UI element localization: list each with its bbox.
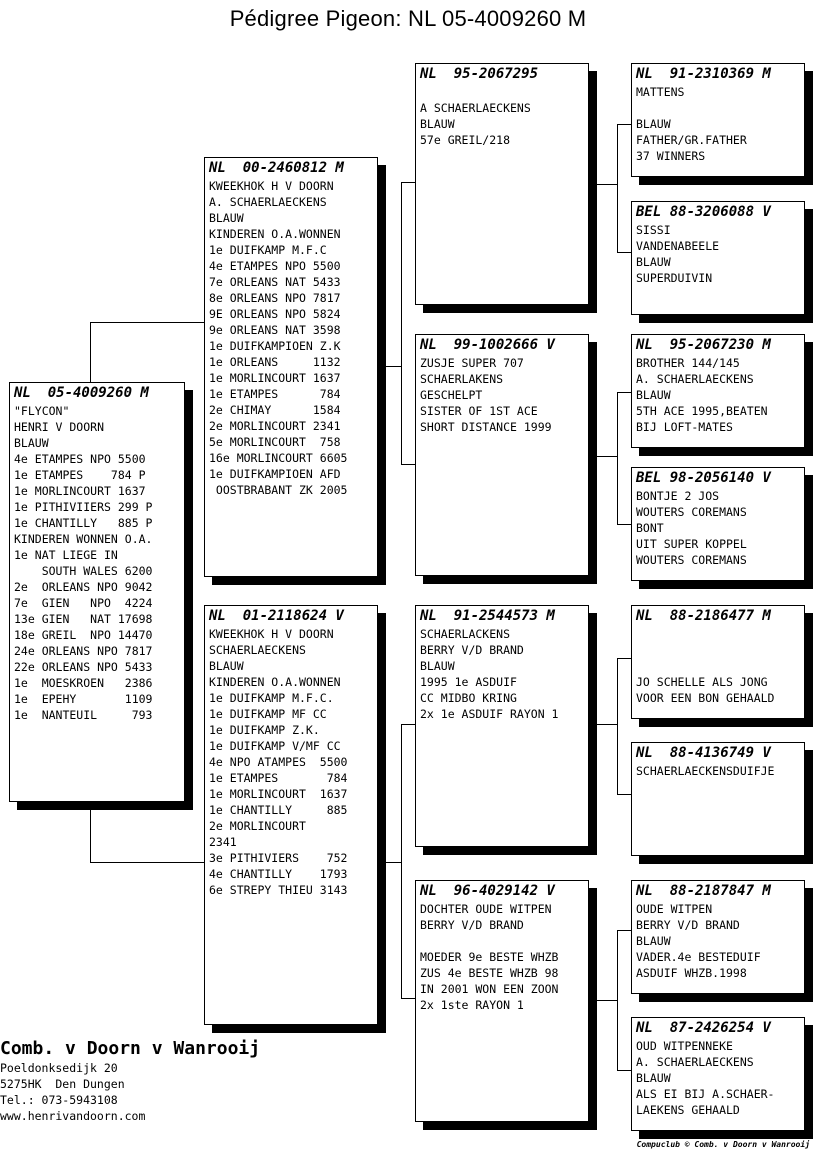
detail-line: BLAUW bbox=[420, 659, 455, 673]
detail-line bbox=[420, 933, 584, 949]
detail-line: VANDENABEELE bbox=[636, 239, 720, 253]
ring-number: NL 87-2426254 V bbox=[636, 1020, 771, 1036]
pedigree-card-dsd bbox=[631, 742, 805, 856]
detail-line: 8e ORLEANS NPO 7817 bbox=[209, 291, 341, 305]
connector-sd-parents-b bbox=[617, 524, 631, 525]
connector-subject-dam bbox=[90, 810, 91, 863]
pedigree-card-dam bbox=[204, 605, 378, 1025]
connector-subject-dam-h bbox=[90, 862, 204, 863]
ring-number: BEL 88-3206088 V bbox=[636, 204, 771, 220]
ring-number: NL 91-2310369 M bbox=[636, 66, 771, 82]
pedigree-card-dam-dam bbox=[415, 880, 589, 1122]
pedigree-card-sds bbox=[631, 334, 805, 448]
breeder-address bbox=[0, 1060, 260, 1124]
detail-line: 1e MORLINCOURT 1637 bbox=[209, 371, 341, 385]
detail-line: WOUTERS COREMANS bbox=[636, 505, 747, 519]
card-details bbox=[636, 1038, 800, 1118]
detail-line: JO SCHELLE ALS JONG bbox=[636, 675, 768, 689]
card-details bbox=[420, 84, 584, 148]
detail-line: 7e GIEN NPO 4224 bbox=[14, 596, 153, 610]
connector-subject-sire-h bbox=[90, 322, 204, 323]
ring-number: NL 91-2544573 M bbox=[420, 608, 555, 624]
detail-line: BLAUW bbox=[636, 388, 671, 402]
detail-line: WOUTERS COREMANS bbox=[636, 553, 747, 567]
card-details bbox=[209, 178, 373, 498]
ring-number: NL 00-2460812 M bbox=[209, 160, 344, 176]
breeder-info bbox=[0, 1038, 260, 1124]
detail-line: 24e ORLEANS NPO 7817 bbox=[14, 644, 153, 658]
detail-line: KWEEKHOK H V DOORN bbox=[209, 179, 334, 193]
pedigree-card-sire-sire bbox=[415, 63, 589, 305]
detail-line: 1e DUIFKAMP M.F.C. bbox=[209, 691, 334, 705]
detail-line: BLAUW bbox=[209, 211, 244, 225]
connector-dd-parents-t bbox=[617, 930, 631, 931]
breeder-name: Comb. v Doorn v Wanrooij bbox=[0, 1038, 261, 1059]
detail-line: IN 2001 WON EEN ZOON bbox=[420, 982, 559, 996]
connector-ss-parents bbox=[597, 184, 617, 185]
detail-line: 4e CHANTILLY 1793 bbox=[209, 867, 348, 881]
detail-line: 1e DUIFKAMP M.F.C bbox=[209, 243, 327, 257]
detail-line: 2341 bbox=[209, 835, 237, 849]
detail-line: 4e NPO ATAMPES 5500 bbox=[209, 755, 348, 769]
detail-line: 1e NAT LIEGE IN bbox=[14, 548, 118, 562]
page-title: Pédigree Pigeon: NL 05-4009260 M bbox=[229, 6, 587, 31]
detail-line: 2e MORLINCOURT bbox=[209, 819, 306, 833]
pedigree-card-ssd bbox=[631, 201, 805, 315]
connector-ss-parents-v bbox=[617, 124, 618, 252]
detail-line: Poeldonksedijk 20 bbox=[0, 1061, 118, 1075]
detail-line: CC MIDBO KRING bbox=[420, 691, 517, 705]
detail-line: BLAUW bbox=[636, 1071, 671, 1085]
detail-line: BONT bbox=[636, 521, 664, 535]
detail-line: HENRI V DOORN bbox=[14, 420, 105, 434]
detail-line: KINDEREN WONNEN O.A. bbox=[14, 532, 153, 546]
detail-line: SISTER OF 1ST ACE bbox=[420, 404, 538, 418]
detail-line: BLAUW bbox=[209, 659, 244, 673]
detail-line: GESCHELPT bbox=[420, 388, 483, 402]
detail-line: 2e ORLEANS NPO 9042 bbox=[14, 580, 153, 594]
card-details bbox=[420, 901, 584, 1013]
pedigree-card-subject bbox=[9, 382, 185, 802]
connector-dam-parents bbox=[386, 862, 401, 863]
detail-line: 2x 1e ASDUIF RAYON 1 bbox=[420, 707, 559, 721]
detail-line: 37 WINNERS bbox=[636, 149, 706, 163]
ring-number: NL 96-4029142 V bbox=[420, 883, 555, 899]
detail-line: SCHAERLAECKENSDUIFJE bbox=[636, 764, 775, 778]
connector-dam-parents-b bbox=[401, 998, 415, 999]
connector-dd-parents-v bbox=[617, 930, 618, 1070]
detail-line: 1e CHANTILLY 885 bbox=[209, 803, 348, 817]
detail-line: A. SCHAERLAECKENS bbox=[636, 372, 754, 386]
pedigree-card-sdd bbox=[631, 467, 805, 581]
card-details bbox=[209, 626, 373, 898]
connector-dd-parents-b bbox=[617, 1070, 631, 1071]
detail-line: ASDUIF WHZB.1998 bbox=[636, 966, 747, 980]
card-details bbox=[420, 626, 584, 722]
detail-line: 1e DUIFKAMP MF CC bbox=[209, 707, 327, 721]
connector-dd-parents bbox=[597, 1000, 617, 1001]
ring-number: NL 01-2118624 V bbox=[209, 608, 344, 624]
detail-line bbox=[636, 642, 800, 658]
detail-line: BERRY V/D BRAND bbox=[420, 918, 524, 932]
detail-line: 4e ETAMPES NPO 5500 bbox=[14, 452, 146, 466]
connector-sd-parents bbox=[597, 456, 617, 457]
card-details bbox=[636, 355, 800, 435]
detail-line: A SCHAERLAECKENS bbox=[420, 101, 531, 115]
detail-line: 1995 1e ASDUIF bbox=[420, 675, 517, 689]
detail-line: 3e PITHIVIERS 752 bbox=[209, 851, 348, 865]
detail-line: KWEEKHOK H V DOORN bbox=[209, 627, 334, 641]
credit-footer: Compuclub © Comb. v Doorn v Wanrooij bbox=[636, 1140, 810, 1149]
detail-line: DOCHTER OUDE WITPEN bbox=[420, 902, 552, 916]
connector-ds-parents-v bbox=[617, 658, 618, 794]
detail-line: BROTHER 144/145 bbox=[636, 356, 740, 370]
detail-line: A. SCHAERLAECKENS bbox=[209, 195, 327, 209]
detail-line: BONTJE 2 JOS bbox=[636, 489, 720, 503]
detail-line: BIJ LOFT-MATES bbox=[636, 420, 733, 434]
detail-line: 13e GIEN NAT 17698 bbox=[14, 612, 153, 626]
detail-line: SCHAERLACKENS bbox=[420, 627, 511, 641]
connector-dam-parents-v bbox=[401, 724, 402, 998]
connector-dam-parents-t bbox=[401, 724, 415, 725]
detail-line: SUPERDUIVIN bbox=[636, 271, 713, 285]
detail-line: BLAUW bbox=[420, 117, 455, 131]
detail-line: SCHAERLAKENS bbox=[420, 372, 504, 386]
card-details bbox=[636, 901, 800, 981]
detail-line: 18e GREIL NPO 14470 bbox=[14, 628, 153, 642]
detail-line: KINDEREN O.A.WONNEN bbox=[209, 675, 341, 689]
detail-line: A. SCHAERLAECKENS bbox=[636, 1055, 754, 1069]
detail-line: 1e NANTEUIL 793 bbox=[14, 708, 153, 722]
connector-ds-parents-t bbox=[617, 658, 631, 659]
connector-sd-parents-t bbox=[617, 392, 631, 393]
detail-line: SOUTH WALES 6200 bbox=[14, 564, 153, 578]
detail-line: BLAUW bbox=[636, 934, 671, 948]
detail-line bbox=[420, 84, 584, 100]
detail-line: BERRY V/D BRAND bbox=[636, 918, 740, 932]
detail-line: OOSTBRABANT ZK 2005 bbox=[209, 483, 348, 497]
card-details bbox=[636, 763, 800, 779]
pedigree-card-sire-dam bbox=[415, 334, 589, 576]
ring-number: BEL 98-2056140 V bbox=[636, 470, 771, 486]
detail-line: 9E ORLEANS NPO 5824 bbox=[209, 307, 341, 321]
pedigree-card-dds bbox=[631, 880, 805, 994]
connector-subject-sire bbox=[90, 322, 91, 382]
ring-number: NL 05-4009260 M bbox=[14, 385, 149, 401]
detail-line: VOOR EEN BON GEHAALD bbox=[636, 691, 775, 705]
detail-line: 57e GREIL/218 bbox=[420, 133, 511, 147]
detail-line: 1e EPEHY 1109 bbox=[14, 692, 153, 706]
detail-line: 5275HK Den Dungen bbox=[0, 1077, 125, 1091]
detail-line: OUD WITPENNEKE bbox=[636, 1039, 733, 1053]
detail-line: 1e CHANTILLY 885 P bbox=[14, 516, 153, 530]
detail-line: 2e MORLINCOURT 2341 bbox=[209, 419, 341, 433]
card-details bbox=[636, 626, 800, 706]
detail-line: 1e ETAMPES 784 bbox=[209, 771, 348, 785]
connector-sire-parents-b bbox=[401, 464, 415, 465]
card-details bbox=[14, 403, 180, 723]
pedigree-card-dss bbox=[631, 605, 805, 719]
detail-line bbox=[636, 626, 800, 642]
card-details bbox=[636, 84, 800, 164]
detail-line: UIT SUPER KOPPEL bbox=[636, 537, 747, 551]
detail-line: 5e MORLINCOURT 758 bbox=[209, 435, 341, 449]
connector-ds-parents bbox=[597, 724, 617, 725]
detail-line: 2e CHIMAY 1584 bbox=[209, 403, 341, 417]
pedigree-card-sire bbox=[204, 157, 378, 577]
detail-line: LAEKENS GEHAALD bbox=[636, 1103, 740, 1117]
detail-line bbox=[636, 100, 800, 116]
detail-line: 6e STREPY THIEU 3143 bbox=[209, 883, 348, 897]
detail-line: www.henrivandoorn.com bbox=[0, 1109, 146, 1123]
ring-number: NL 95-2067230 M bbox=[636, 337, 771, 353]
detail-line: 1e DUIFKAMP Z.K. bbox=[209, 723, 320, 737]
detail-line: 1e DUIFKAMP V/MF CC bbox=[209, 739, 341, 753]
card-details bbox=[636, 488, 800, 568]
detail-line: 1e PITHIVIIERS 299 P bbox=[14, 500, 153, 514]
ring-number: NL 88-2187847 M bbox=[636, 883, 771, 899]
connector-sire-parents bbox=[386, 366, 401, 367]
detail-line: 1e ETAMPES 784 P bbox=[14, 468, 146, 482]
detail-line: 1e DUIFKAMPIOEN Z.K bbox=[209, 339, 341, 353]
detail-line: 22e ORLEANS NPO 5433 bbox=[14, 660, 153, 674]
detail-line: MATTENS bbox=[636, 85, 685, 99]
detail-line: 1e MOESKROEN 2386 bbox=[14, 676, 153, 690]
detail-line: 1e MORLINCOURT 1637 bbox=[209, 787, 348, 801]
detail-line: FATHER/GR.FATHER bbox=[636, 133, 747, 147]
pedigree-card-ddd bbox=[631, 1017, 805, 1131]
detail-line: 4e ETAMPES NPO 5500 bbox=[209, 259, 341, 273]
detail-line: 1e MORLINCOURT 1637 bbox=[14, 484, 146, 498]
detail-line: 9e ORLEANS NAT 3598 bbox=[209, 323, 341, 337]
connector-ds-parents-b bbox=[617, 794, 631, 795]
detail-line: OUDE WITPEN bbox=[636, 902, 713, 916]
ring-number: NL 88-4136749 V bbox=[636, 745, 771, 761]
detail-line: KINDEREN O.A.WONNEN bbox=[209, 227, 341, 241]
detail-line: MOEDER 9e BESTE WHZB bbox=[420, 950, 559, 964]
detail-line bbox=[636, 658, 800, 674]
detail-line: BLAUW bbox=[636, 117, 671, 131]
detail-line: Tel.: 073-5943108 bbox=[0, 1093, 118, 1107]
ring-number: NL 99-1002666 V bbox=[420, 337, 555, 353]
connector-ss-parents-b bbox=[617, 252, 631, 253]
card-details bbox=[420, 355, 584, 435]
connector-sire-parents-v bbox=[401, 182, 402, 464]
detail-line: 1e ORLEANS 1132 bbox=[209, 355, 341, 369]
detail-line: 16e MORLINCOURT 6605 bbox=[209, 451, 348, 465]
detail-line: VADER.4e BESTEDUIF bbox=[636, 950, 761, 964]
detail-line: BLAUW bbox=[636, 255, 671, 269]
detail-line: ZUS 4e BESTE WHZB 98 bbox=[420, 966, 559, 980]
detail-line: 1e ETAMPES 784 bbox=[209, 387, 341, 401]
card-details bbox=[636, 222, 800, 286]
detail-line: 2x 1ste RAYON 1 bbox=[420, 998, 524, 1012]
pedigree-card-sss bbox=[631, 63, 805, 177]
detail-line: 5TH ACE 1995,BEATEN bbox=[636, 404, 768, 418]
detail-line: SISSI bbox=[636, 223, 671, 237]
ring-number: NL 95-2067295 bbox=[420, 66, 539, 82]
connector-sd-parents-v bbox=[617, 392, 618, 524]
detail-line: BLAUW bbox=[14, 436, 49, 450]
detail-line: BERRY V/D BRAND bbox=[420, 643, 524, 657]
detail-line: ALS EI BIJ A.SCHAER- bbox=[636, 1087, 775, 1101]
connector-ss-parents-t bbox=[617, 124, 631, 125]
ring-number: NL 88-2186477 M bbox=[636, 608, 771, 624]
pedigree-card-dam-sire bbox=[415, 605, 589, 847]
detail-line: SCHAERLAECKENS bbox=[209, 643, 306, 657]
detail-line: 7e ORLEANS NAT 5433 bbox=[209, 275, 341, 289]
detail-line: SHORT DISTANCE 1999 bbox=[420, 420, 552, 434]
detail-line: 1e DUIFKAMPIOEN AFD bbox=[209, 467, 341, 481]
connector-sire-parents-t bbox=[401, 182, 415, 183]
detail-line: ZUSJE SUPER 707 bbox=[420, 356, 524, 370]
detail-line: "FLYCON" bbox=[14, 404, 70, 418]
